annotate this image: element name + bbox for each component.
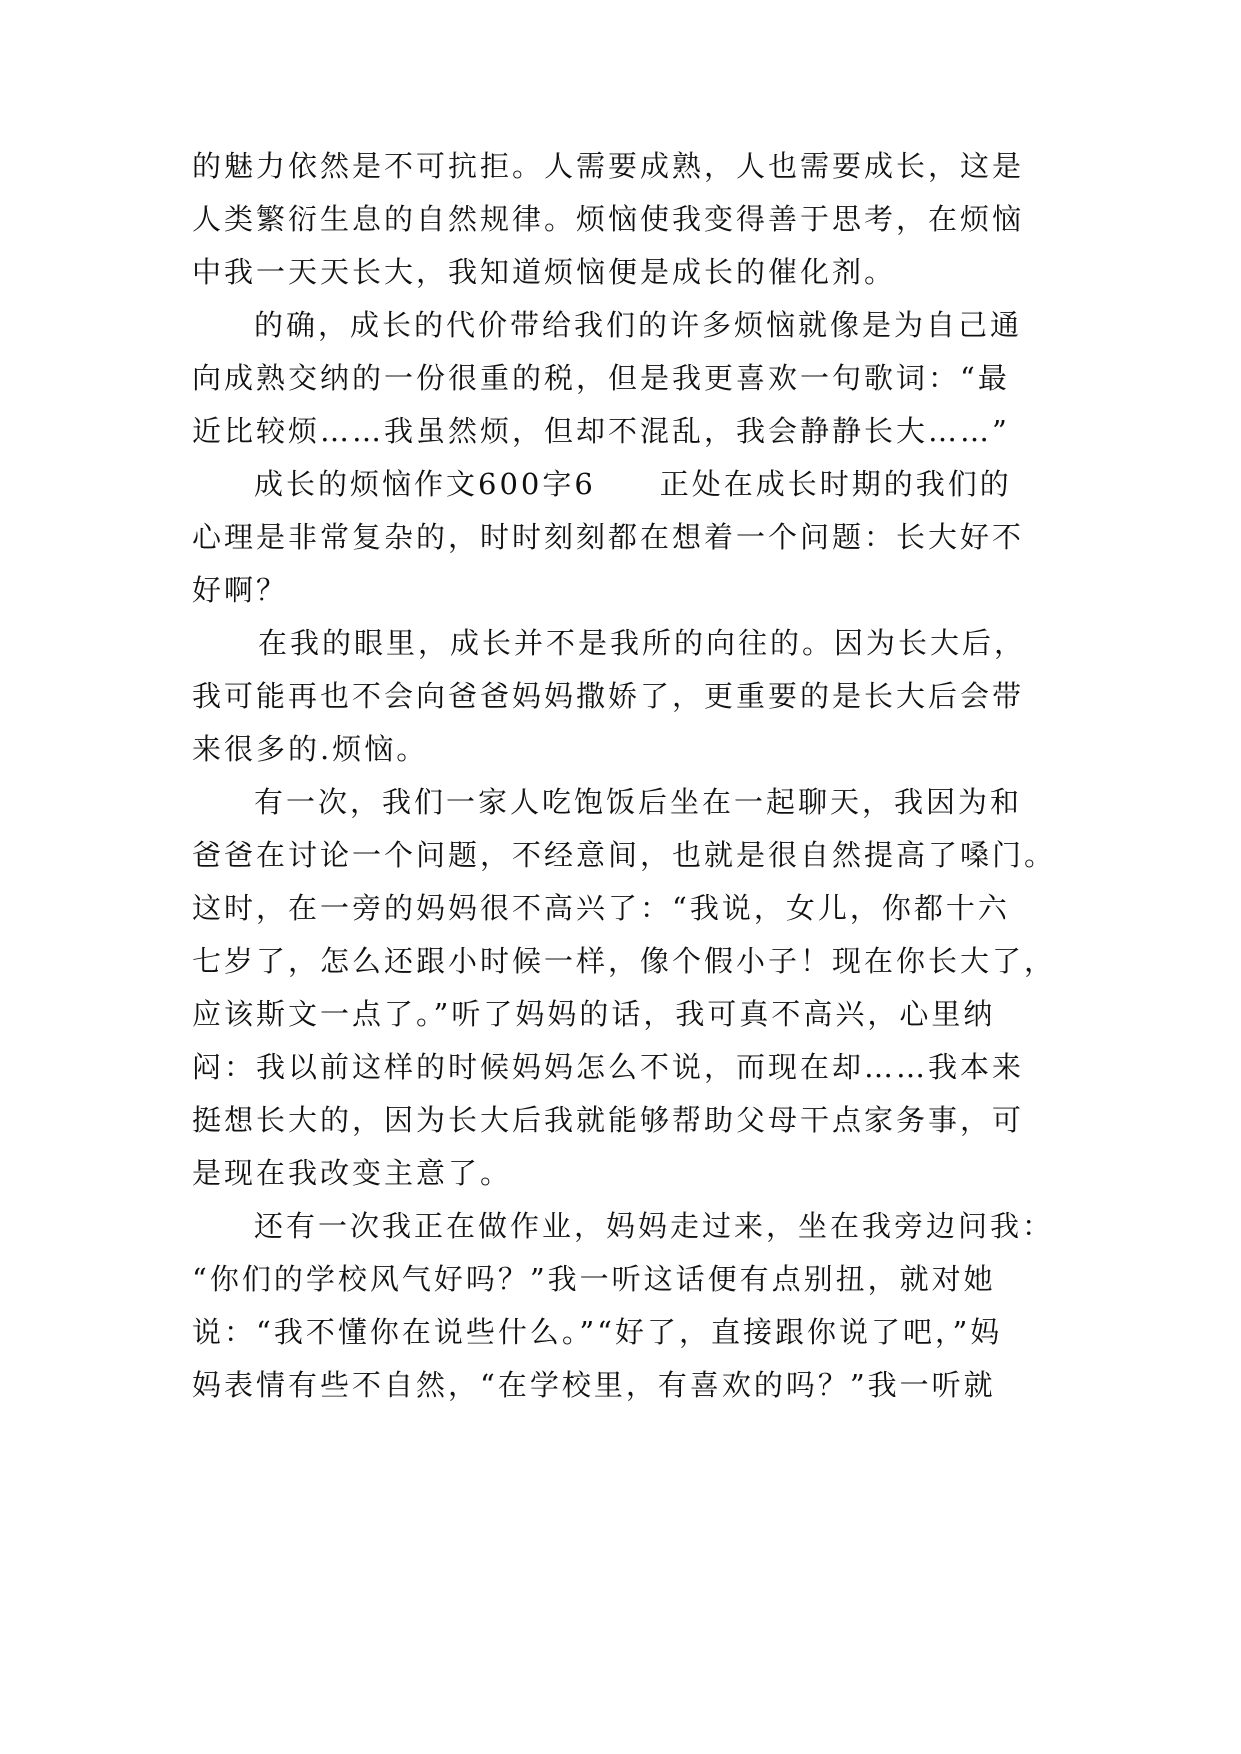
text-line: 这时，在一旁的妈妈很不高兴了：“我说，女儿，你都十六	[192, 891, 1010, 925]
text-line: 来很多的.烦恼。	[192, 732, 429, 766]
text-line: 中我一天天长大，我知道烦恼便是成长的催化剂。	[192, 255, 897, 289]
text-line: 的魅力依然是不可抗拒。人需要成熟，人也需要成长，这是	[192, 149, 1025, 183]
text-line: 闷：我以前这样的时候妈妈怎么不说，而现在却……我本来	[192, 1050, 1025, 1084]
text-line: 应该斯文一点了。”听了妈妈的话，我可真不高兴，心里纳	[192, 997, 996, 1031]
text-line: 向成熟交纳的一份很重的税，但是我更喜欢一句歌词：“最	[192, 361, 1010, 395]
text-line: 近比较烦……我虽然烦，但却不混乱，我会静静长大……”	[192, 414, 1010, 448]
text-line: 妈表情有些不自然，“在学校里，有喜欢的吗？”我一听就	[192, 1368, 996, 1402]
text-line: 还有一次我正在做作业，妈妈走过来，坐在我旁边问我：	[254, 1209, 1055, 1243]
text-line: 的确，成长的代价带给我们的许多烦恼就像是为自己通	[254, 308, 1023, 342]
text-line: 是现在我改变主意了。	[192, 1156, 513, 1190]
text-line: 说：“我不懂你在说些什么。”“好了，直接跟你说了吧，”妈	[192, 1315, 1003, 1349]
text-line: 爸爸在讨论一个问题，不经意间，也就是很自然提高了嗓门。	[192, 838, 1057, 872]
text-line: 心理是非常复杂的，时时刻刻都在想着一个问题：长大好不	[192, 520, 1025, 554]
text-line: 成长的烦恼作文600字6 正处在成长时期的我们的	[254, 467, 1012, 501]
text-line: “你们的学校风气好吗？”我一听这话便有点别扭，就对她	[192, 1262, 996, 1296]
text-line: 七岁了，怎么还跟小时候一样，像个假小子！现在你长大了，	[192, 944, 1057, 978]
text-line: 我可能再也不会向爸爸妈妈撒娇了，更重要的是长大后会带	[192, 679, 1025, 713]
text-line: 在我的眼里，成长并不是我所的向往的。因为长大后，	[258, 626, 1027, 660]
text-line: 人类繁衍生息的自然规律。烦恼使我变得善于思考，在烦恼	[192, 202, 1025, 236]
text-line: 挺想长大的，因为长大后我就能够帮助父母干点家务事，可	[192, 1103, 1025, 1137]
text-line: 有一次，我们一家人吃饱饭后坐在一起聊天，我因为和	[254, 785, 1023, 819]
text-line: 好啊？	[192, 573, 289, 607]
